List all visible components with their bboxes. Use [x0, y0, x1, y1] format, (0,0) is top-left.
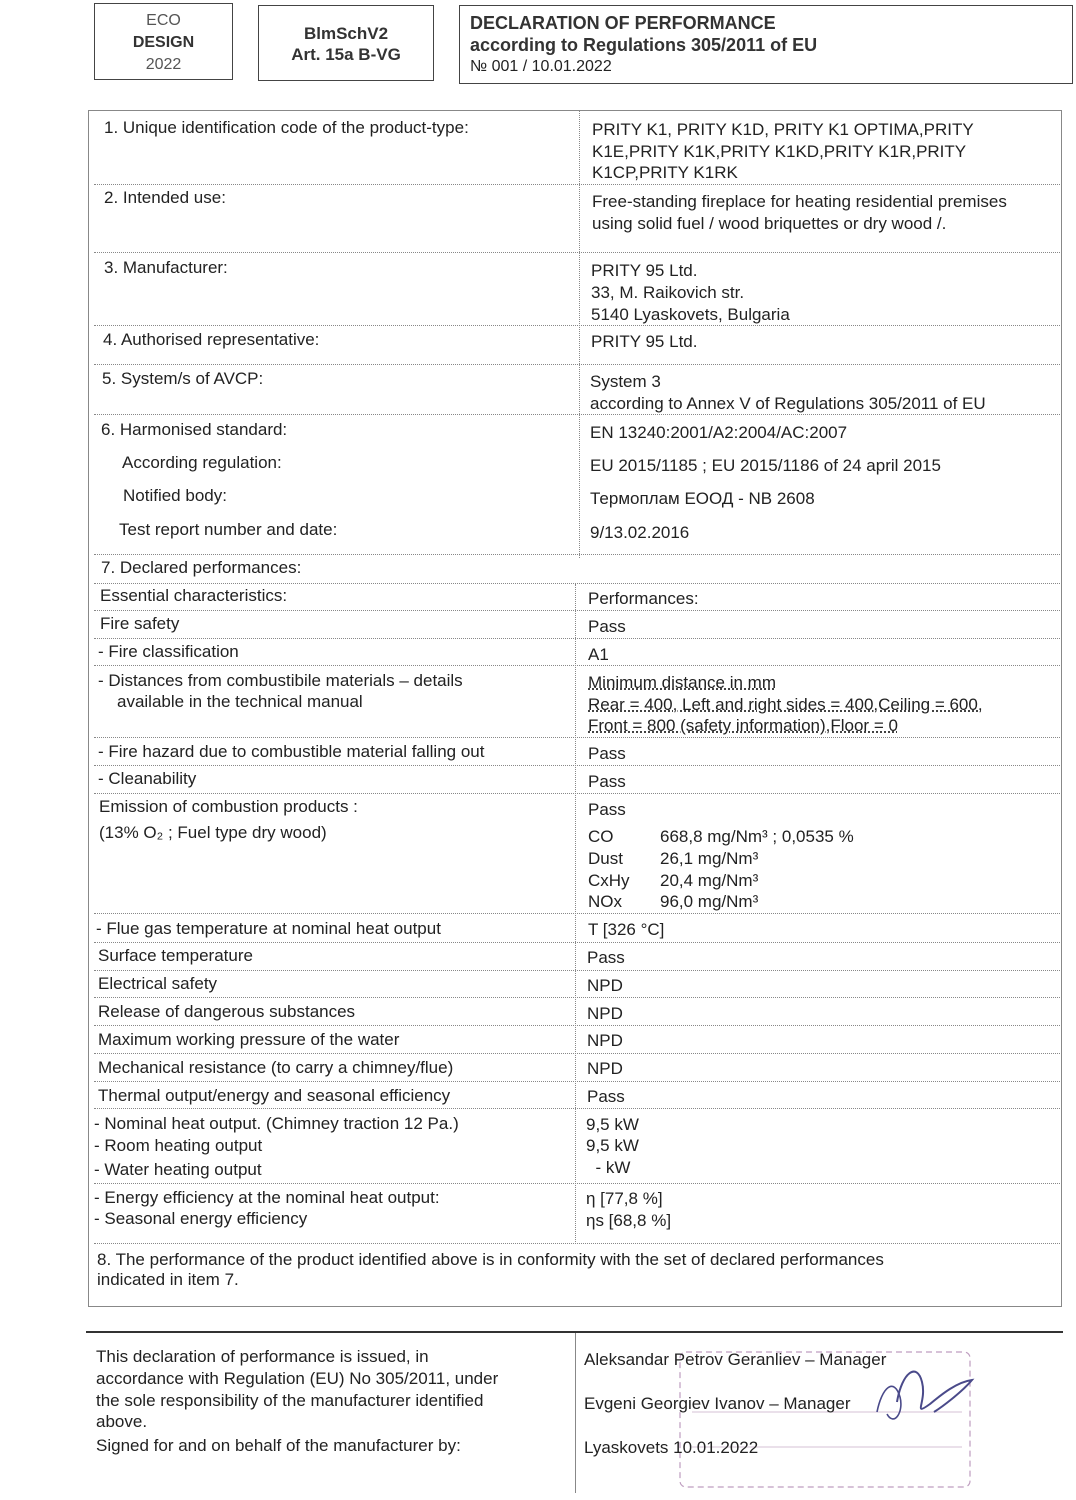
bimsch-box — [258, 5, 434, 81]
distances-label-line2: available in the technical manual — [117, 692, 363, 711]
emission-cxhy-value: 20,4 mg/Nm³ — [660, 871, 759, 890]
regulation-label: According regulation: — [122, 453, 282, 472]
flue-gas-label: - Flue gas temperature at nominal heat output — [96, 919, 441, 938]
mechanical-resistance-label: Mechanical resistance (to carry a chimney/flue) — [98, 1058, 454, 1077]
regulation-value: EU 2015/1185 ; EU 2015/1186 of 24 april 2015 — [590, 456, 941, 475]
row-divider — [94, 737, 1060, 738]
page-title: DECLARATION OF PERFORMANCE — [470, 13, 776, 33]
row2-value-line2: using solid fuel / wood briquettes or dry wood /. — [592, 214, 947, 233]
footer-statement-line5: Signed for and on behalf of the manufacturer by: — [96, 1436, 461, 1455]
column-divider-upper — [579, 110, 580, 558]
nominal-heat-value: 9,5 kW — [586, 1115, 639, 1134]
row-divider — [94, 1183, 1060, 1184]
cleanability-label: - Cleanability — [98, 769, 197, 788]
row7-label: 7. Declared performances: — [101, 558, 302, 577]
emission-dust-value: 26,1 mg/Nm³ — [660, 849, 759, 868]
row1-label: 1. Unique identification code of the product-type: — [104, 118, 469, 137]
row5-label: 5. System/s of AVCP: — [102, 369, 264, 388]
bimsch-label: BlmSchV2 — [303, 24, 389, 43]
row-divider — [94, 1081, 1060, 1082]
page-subtitle: according to Regulations 305/2011 of EU — [470, 35, 818, 55]
conformity-statement-line1: 8. The performance of the product identified above is in conformity with the set of declared performances — [97, 1250, 884, 1269]
cleanability-value: Pass — [588, 772, 626, 791]
row-divider — [94, 665, 1060, 666]
row-divider — [94, 638, 1060, 639]
thermal-output-label: Thermal output/energy and seasonal efficiency — [98, 1086, 451, 1105]
row-divider — [94, 997, 1060, 998]
test-report-value: 9/13.02.2016 — [590, 523, 690, 542]
electrical-safety-label: Electrical safety — [98, 974, 218, 993]
row6-value: EN 13240:2001/A2:2004/AC:2007 — [590, 423, 848, 442]
dop-title-box — [459, 5, 1073, 84]
footer-statement-line2: accordance with Regulation (EU) No 305/2011, under — [96, 1369, 499, 1388]
water-pressure-value: NPD — [587, 1031, 623, 1050]
row1-value-line1: PRITY K1, PRITY K1D, PRITY K1 OPTIMA,PRITY — [592, 120, 974, 139]
seasonal-efficiency-label: - Seasonal energy efficiency — [94, 1209, 308, 1228]
water-pressure-label: Maximum working pressure of the water — [98, 1030, 400, 1049]
nominal-heat-label: - Nominal heat output. (Chimney traction 12 Pa.) — [94, 1114, 459, 1133]
row-divider — [94, 583, 1060, 584]
row-divider — [94, 1053, 1060, 1054]
signature-stroke — [897, 1372, 972, 1412]
signature-stroke — [877, 1386, 901, 1419]
signatory-2: Evgeni Georgiev Ivanov – Manager — [584, 1394, 851, 1413]
footer-statement-line4: above. — [96, 1412, 148, 1431]
row-divider — [94, 1025, 1060, 1026]
emission-label-line2: (13% O₂ ; Fuel type dry wood) — [99, 823, 327, 842]
row-divider — [94, 610, 1060, 611]
distances-value-line2: Rear = 400, Left and right sides = 400,Ceiling = 600, — [588, 695, 983, 714]
energy-efficiency-value: η [77,8 %] — [586, 1189, 663, 1208]
emission-cxhy-key: CxHy — [588, 871, 630, 890]
signatory-1: Aleksandar Petrov Geranliev – Manager — [584, 1350, 887, 1369]
row-divider — [94, 942, 1060, 943]
row4-label: 4. Authorised representative: — [103, 330, 320, 349]
notified-body-label: Notified body: — [123, 486, 227, 505]
emission-dust-key: Dust — [588, 849, 623, 868]
bimsch-article: Art. 15a B-VG — [291, 45, 401, 64]
distances-value-line1: Minimum distance in mm — [588, 673, 776, 692]
distances-label-line1: - Distances from combustibile materials – details — [98, 671, 463, 690]
seasonal-efficiency-value: ηs [68,8 %] — [586, 1211, 672, 1230]
flue-gas-value: T [326 °C] — [588, 920, 665, 939]
emission-nox-value: 96,0 mg/Nm³ — [660, 892, 759, 911]
fire-safety-label: Fire safety — [100, 614, 180, 633]
distances-value-line3: Front = 800 (safety information),Floor = 0 — [588, 716, 898, 735]
row-divider — [94, 793, 1060, 794]
footer-statement-line1: This declaration of performance is issued, in — [96, 1347, 429, 1366]
emission-label-line1: Emission of combustion products : — [99, 797, 358, 816]
mechanical-resistance-value: NPD — [587, 1059, 623, 1078]
test-report-label: Test report number and date: — [119, 520, 338, 539]
room-heating-label: - Room heating output — [94, 1136, 263, 1155]
water-heating-label: - Water heating output — [94, 1160, 262, 1179]
row-divider — [94, 325, 1060, 326]
eco-year: 2022 — [145, 56, 182, 73]
dangerous-substances-value: NPD — [587, 1004, 623, 1023]
row-divider — [94, 1243, 1060, 1244]
row-divider — [94, 913, 1060, 914]
eco-label: ECO — [146, 12, 181, 29]
surface-temperature-value: Pass — [587, 948, 625, 967]
conformity-statement-line2: indicated in item 7. — [97, 1270, 239, 1289]
water-heating-value: - kW — [586, 1158, 631, 1177]
emission-co-key: CO — [588, 827, 614, 846]
row5-value-line2: according to Annex V of Regulations 305/2011 of EU — [590, 394, 986, 413]
row-divider — [94, 970, 1060, 971]
design-label: DESIGN — [132, 34, 195, 51]
notified-body-value: Термоплам ЕООД - NB 2608 — [590, 489, 815, 508]
stamp-outline — [680, 1352, 970, 1487]
row-divider — [94, 1108, 1060, 1109]
emission-nox-key: NOx — [588, 892, 622, 911]
footer-column-divider — [575, 1333, 576, 1493]
fire-safety-value: Pass — [588, 617, 626, 636]
row-divider — [94, 765, 1060, 766]
essential-characteristics-header: Essential characteristics: — [100, 586, 288, 605]
row3-label: 3. Manufacturer: — [104, 258, 228, 277]
row6-label: 6. Harmonised standard: — [101, 420, 288, 439]
row-divider — [94, 364, 1060, 365]
row3-value-line2: 33, M. Raikovich str. — [591, 283, 745, 302]
document-number: № 001 / 10.01.2022 — [470, 58, 612, 75]
performances-header: Performances: — [588, 589, 699, 608]
row2-label: 2. Intended use: — [104, 188, 226, 207]
room-heating-value: 9,5 kW — [586, 1136, 639, 1155]
place-and-date: Lyaskovets 10.01.2022 — [584, 1438, 759, 1457]
row-divider — [94, 184, 1060, 185]
footer-statement-line3: the sole responsibility of the manufacturer identified — [96, 1391, 484, 1410]
row2-value-line1: Free-standing fireplace for heating residential premises — [592, 192, 1007, 211]
fire-classification-label: - Fire classification — [98, 642, 239, 661]
row5-value-line1: System 3 — [590, 372, 661, 391]
emission-co-value: 668,8 mg/Nm³ ; 0,0535 % — [660, 827, 854, 846]
row1-value-line2: K1E,PRITY K1K,PRITY K1KD,PRITY K1R,PRITY — [592, 142, 967, 161]
dangerous-substances-label: Release of dangerous substances — [98, 1002, 356, 1021]
electrical-safety-value: NPD — [587, 976, 623, 995]
row-divider — [94, 554, 1060, 555]
eco-design-box — [94, 3, 233, 80]
row-divider — [94, 252, 1060, 253]
fire-hazard-value: Pass — [588, 744, 626, 763]
row4-value: PRITY 95 Ltd. — [591, 332, 698, 351]
row3-value-line1: PRITY 95 Ltd. — [591, 261, 698, 280]
emission-value: Pass — [588, 800, 626, 819]
thermal-output-value: Pass — [587, 1087, 625, 1106]
row3-value-line3: 5140 Lyaskovets, Bulgaria — [591, 305, 790, 324]
fire-classification-value: A1 — [588, 645, 609, 664]
surface-temperature-label: Surface temperature — [98, 946, 253, 965]
energy-efficiency-label: - Energy efficiency at the nominal heat output: — [94, 1188, 440, 1207]
row1-value-line3: K1CP,PRITY K1RK — [592, 163, 738, 182]
fire-hazard-label: - Fire hazard due to combustible material falling out — [98, 742, 485, 761]
